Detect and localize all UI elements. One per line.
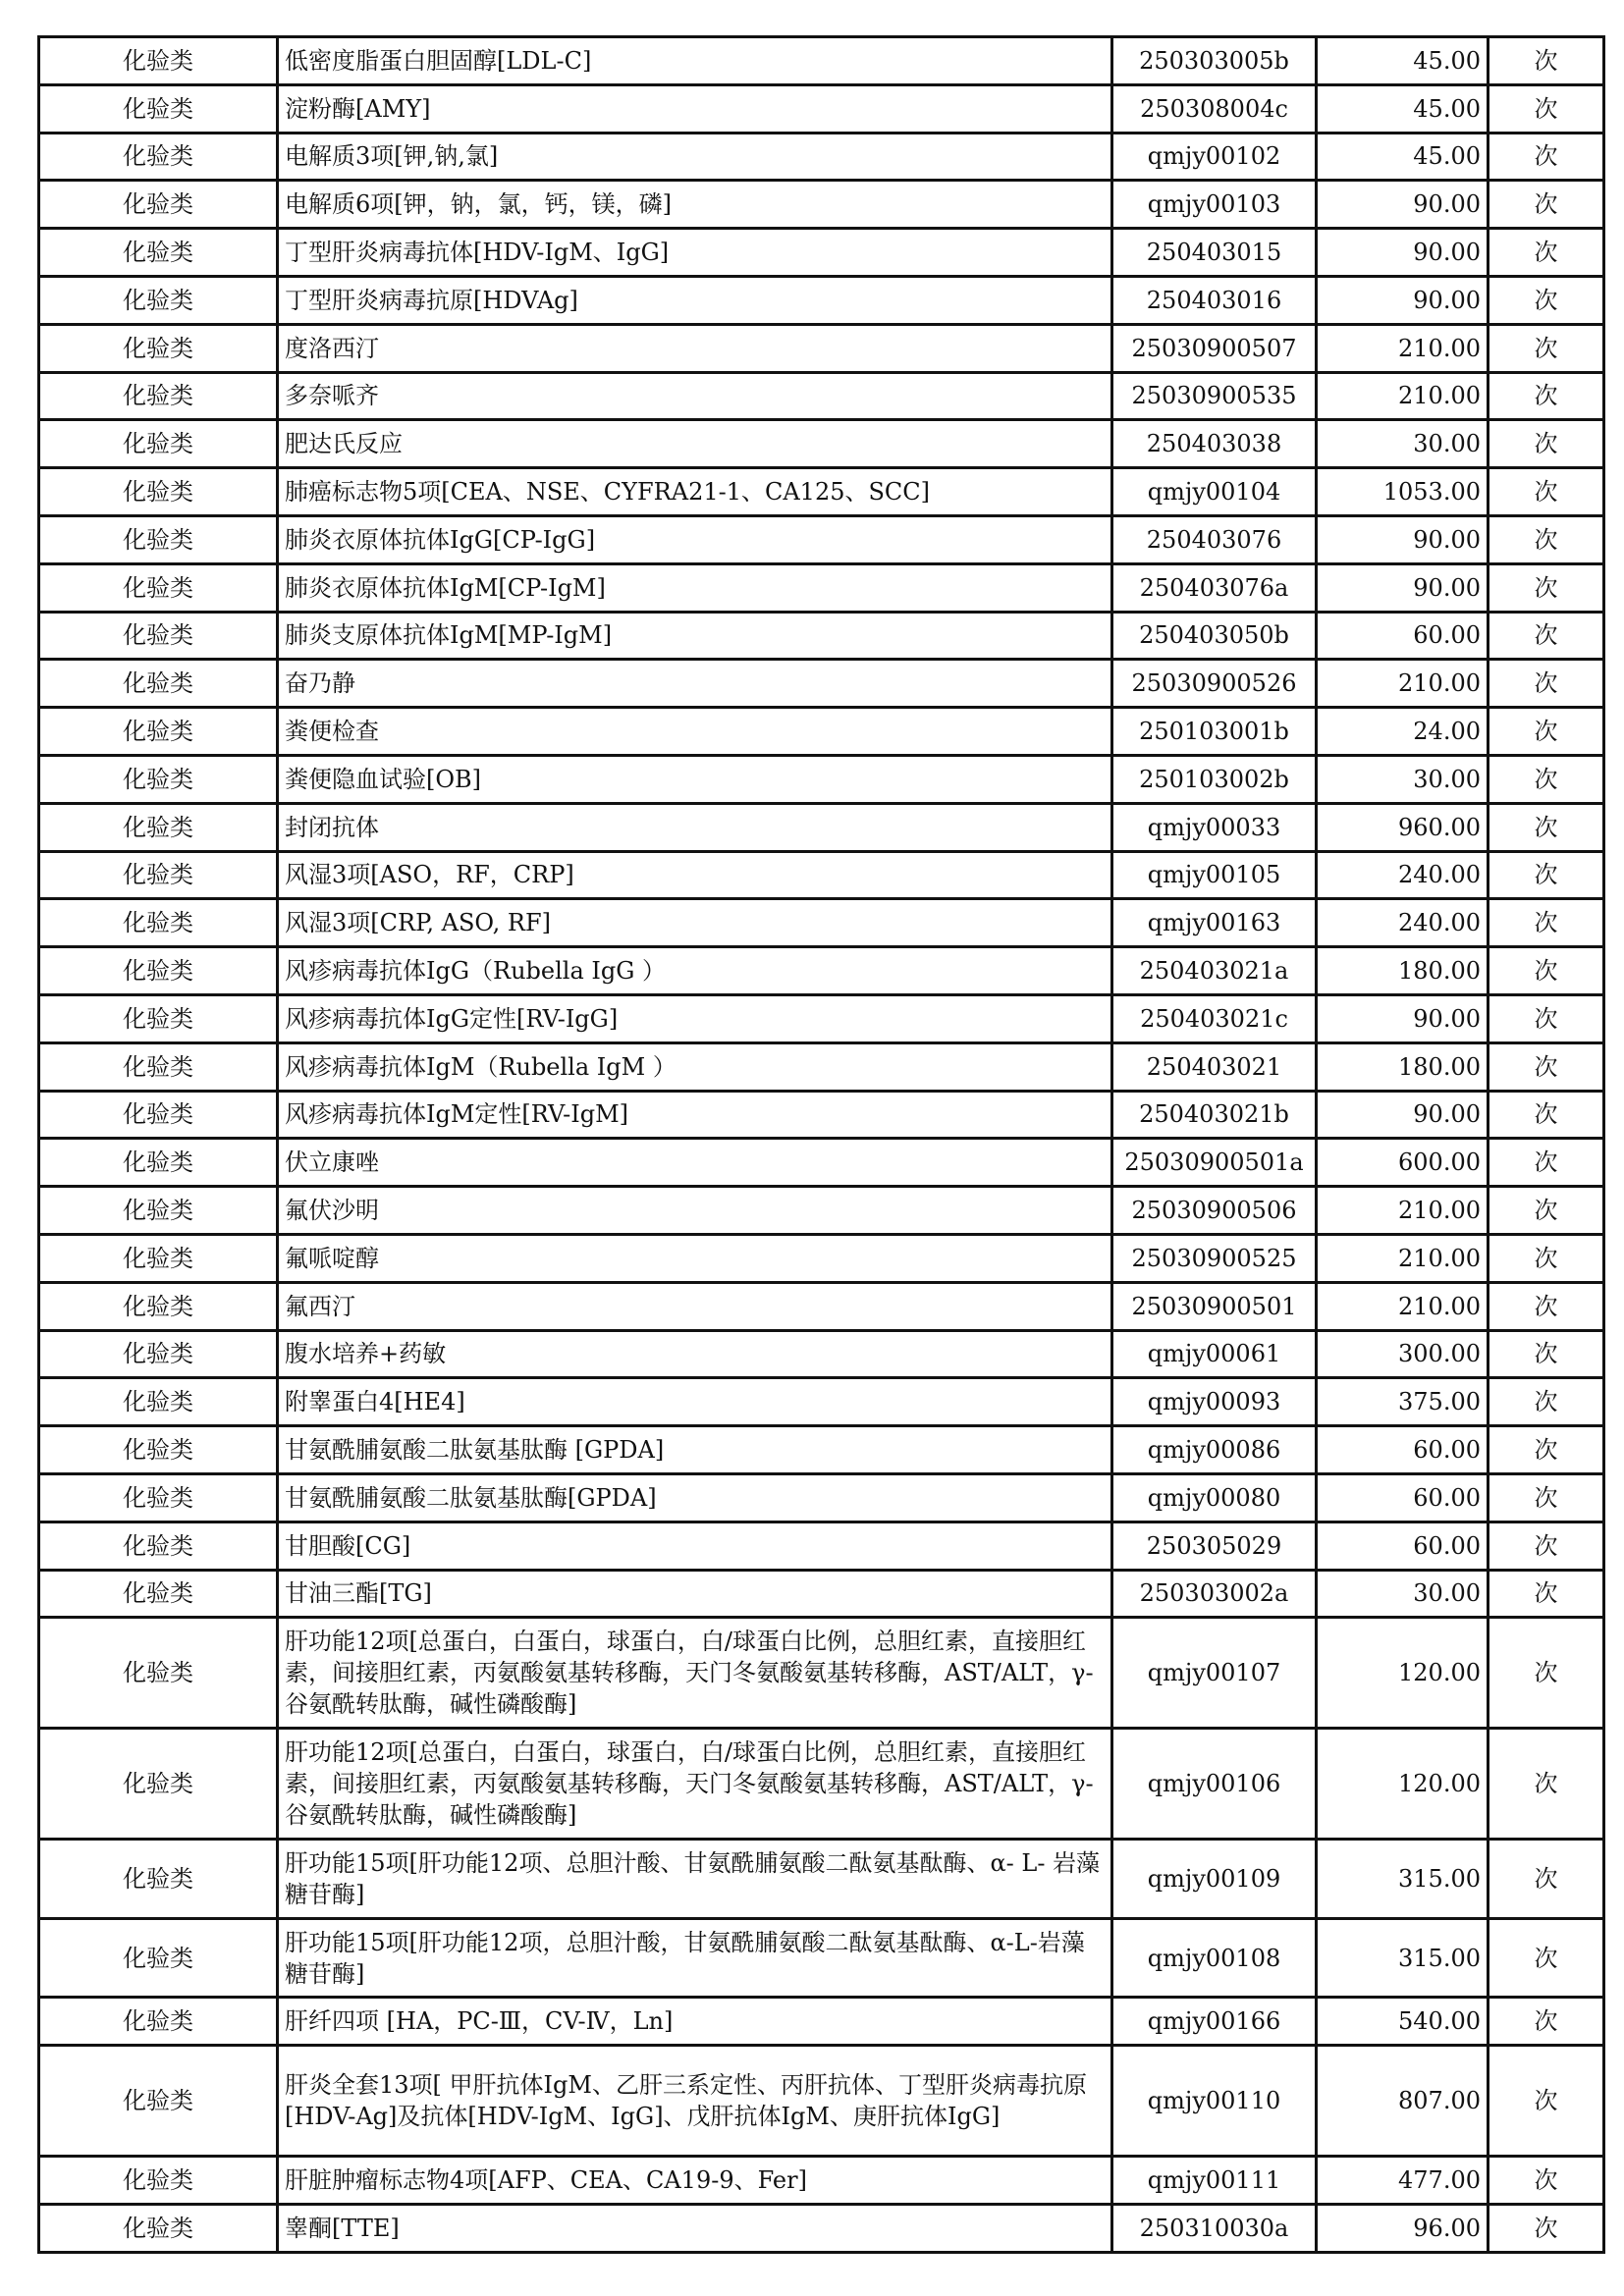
item-name-cell: 肺炎衣原体抗体IgM[CP-IgM] bbox=[278, 563, 1112, 612]
price-cell: 315.00 bbox=[1317, 1839, 1489, 1918]
table-row bbox=[39, 803, 1604, 851]
item-name-cell: 伏立康唑 bbox=[278, 1139, 1112, 1187]
category-cell: 化验类 bbox=[39, 2204, 278, 2252]
table-row bbox=[39, 1426, 1604, 1474]
item-name-cell: 封闭抗体 bbox=[278, 803, 1112, 851]
unit-cell: 次 bbox=[1489, 1426, 1604, 1474]
item-name-cell: 肝功能15项[肝功能12项、总胆汁酸、甘氨酰脯氨酸二酞氨基酞酶、α- L- 岩藻糖苷酶] bbox=[278, 1839, 1112, 1918]
category-cell: 化验类 bbox=[39, 133, 278, 181]
price-cell: 180.00 bbox=[1317, 947, 1489, 995]
item-code-cell: 25030900525 bbox=[1112, 1234, 1317, 1282]
table-row bbox=[39, 1330, 1604, 1378]
unit-cell: 次 bbox=[1489, 276, 1604, 324]
item-name-cell: 粪便检查 bbox=[278, 708, 1112, 756]
table-row bbox=[39, 372, 1604, 420]
price-cell: 240.00 bbox=[1317, 899, 1489, 947]
item-name-cell: 丁型肝炎病毒抗体[HDV-IgM、IgG] bbox=[278, 229, 1112, 277]
unit-cell: 次 bbox=[1489, 1330, 1604, 1378]
category-cell: 化验类 bbox=[39, 708, 278, 756]
item-name-cell: 肺癌标志物5项[CEA、NSE、CYFRA21-1、CA125、SCC] bbox=[278, 468, 1112, 516]
item-name-cell: 肝纤四项 [HA，PC-Ⅲ，CV-Ⅳ，Ln] bbox=[278, 1998, 1112, 2046]
item-name-cell: 氟伏沙明 bbox=[278, 1187, 1112, 1235]
category-cell: 化验类 bbox=[39, 899, 278, 947]
unit-cell: 次 bbox=[1489, 1729, 1604, 1840]
unit-cell: 次 bbox=[1489, 1187, 1604, 1235]
item-name-cell: 肝功能15项[肝功能12项，总胆汁酸，甘氨酰脯氨酸二酞氨基酞酶、α-L-岩藻糖苷酶] bbox=[278, 1918, 1112, 1998]
item-code-cell: qmjy00102 bbox=[1112, 133, 1317, 181]
item-code-cell: 250403038 bbox=[1112, 420, 1317, 468]
price-cell: 540.00 bbox=[1317, 1998, 1489, 2046]
item-name-cell: 风湿3项[ASO，RF，CRP] bbox=[278, 851, 1112, 899]
table-row bbox=[39, 612, 1604, 660]
table-row bbox=[39, 1091, 1604, 1139]
table-row bbox=[39, 324, 1604, 372]
price-cell: 45.00 bbox=[1317, 37, 1489, 85]
category-cell: 化验类 bbox=[39, 1618, 278, 1729]
unit-cell: 次 bbox=[1489, 133, 1604, 181]
item-code-cell: qmjy00103 bbox=[1112, 181, 1317, 229]
table-row bbox=[39, 1139, 1604, 1187]
price-cell: 96.00 bbox=[1317, 2204, 1489, 2252]
table-row bbox=[39, 994, 1604, 1042]
table-row bbox=[39, 2204, 1604, 2252]
table-row bbox=[39, 420, 1604, 468]
item-name-cell: 风疹病毒抗体IgG（Rubella IgG ） bbox=[278, 947, 1112, 995]
price-cell: 315.00 bbox=[1317, 1918, 1489, 1998]
unit-cell: 次 bbox=[1489, 1378, 1604, 1426]
category-cell: 化验类 bbox=[39, 84, 278, 133]
category-cell: 化验类 bbox=[39, 229, 278, 277]
category-cell: 化验类 bbox=[39, 420, 278, 468]
category-cell: 化验类 bbox=[39, 1918, 278, 1998]
item-name-cell: 丁型肝炎病毒抗原[HDVAg] bbox=[278, 276, 1112, 324]
item-code-cell: 250305029 bbox=[1112, 1522, 1317, 1570]
category-cell: 化验类 bbox=[39, 947, 278, 995]
item-name-cell: 风疹病毒抗体IgM定性[RV-IgM] bbox=[278, 1091, 1112, 1139]
price-cell: 60.00 bbox=[1317, 612, 1489, 660]
category-cell: 化验类 bbox=[39, 1091, 278, 1139]
category-cell: 化验类 bbox=[39, 1378, 278, 1426]
unit-cell: 次 bbox=[1489, 2046, 1604, 2157]
price-cell: 120.00 bbox=[1317, 1729, 1489, 1840]
category-cell: 化验类 bbox=[39, 2157, 278, 2205]
item-code-cell: qmjy00033 bbox=[1112, 803, 1317, 851]
unit-cell: 次 bbox=[1489, 994, 1604, 1042]
category-cell: 化验类 bbox=[39, 515, 278, 563]
price-cell: 210.00 bbox=[1317, 1282, 1489, 1330]
unit-cell: 次 bbox=[1489, 181, 1604, 229]
price-cell: 807.00 bbox=[1317, 2046, 1489, 2157]
item-name-cell: 淀粉酶[AMY] bbox=[278, 84, 1112, 133]
category-cell: 化验类 bbox=[39, 276, 278, 324]
table-row bbox=[39, 1998, 1604, 2046]
price-cell: 90.00 bbox=[1317, 1091, 1489, 1139]
item-code-cell: 250403076a bbox=[1112, 563, 1317, 612]
item-name-cell: 风疹病毒抗体IgM（Rubella IgM ） bbox=[278, 1042, 1112, 1091]
category-cell: 化验类 bbox=[39, 803, 278, 851]
item-name-cell: 甘氨酰脯氨酸二肽氨基肽酶 [GPDA] bbox=[278, 1426, 1112, 1474]
price-cell: 30.00 bbox=[1317, 420, 1489, 468]
price-cell: 90.00 bbox=[1317, 181, 1489, 229]
unit-cell: 次 bbox=[1489, 1570, 1604, 1618]
item-code-cell: 25030900507 bbox=[1112, 324, 1317, 372]
unit-cell: 次 bbox=[1489, 1139, 1604, 1187]
unit-cell: 次 bbox=[1489, 851, 1604, 899]
item-code-cell: qmjy00104 bbox=[1112, 468, 1317, 516]
table-row bbox=[39, 1729, 1604, 1840]
price-cell: 600.00 bbox=[1317, 1139, 1489, 1187]
price-cell: 210.00 bbox=[1317, 324, 1489, 372]
table-row bbox=[39, 84, 1604, 133]
item-code-cell: qmjy00061 bbox=[1112, 1330, 1317, 1378]
item-name-cell: 电解质6项[钾，钠，氯，钙，镁，磷] bbox=[278, 181, 1112, 229]
unit-cell: 次 bbox=[1489, 755, 1604, 803]
item-name-cell: 甘氨酰脯氨酸二肽氨基肽酶[GPDA] bbox=[278, 1473, 1112, 1522]
table-row bbox=[39, 851, 1604, 899]
price-cell: 375.00 bbox=[1317, 1378, 1489, 1426]
table-row bbox=[39, 1187, 1604, 1235]
item-code-cell: 250403076 bbox=[1112, 515, 1317, 563]
table-row bbox=[39, 181, 1604, 229]
item-name-cell: 睾酮[TTE] bbox=[278, 2204, 1112, 2252]
price-cell: 30.00 bbox=[1317, 1570, 1489, 1618]
unit-cell: 次 bbox=[1489, 229, 1604, 277]
category-cell: 化验类 bbox=[39, 1570, 278, 1618]
category-cell: 化验类 bbox=[39, 1522, 278, 1570]
item-code-cell: 250103002b bbox=[1112, 755, 1317, 803]
category-cell: 化验类 bbox=[39, 1187, 278, 1235]
item-code-cell: qmjy00166 bbox=[1112, 1998, 1317, 2046]
unit-cell: 次 bbox=[1489, 1473, 1604, 1522]
unit-cell: 次 bbox=[1489, 84, 1604, 133]
category-cell: 化验类 bbox=[39, 1998, 278, 2046]
table-row bbox=[39, 1042, 1604, 1091]
item-code-cell: 250403021b bbox=[1112, 1091, 1317, 1139]
table-row bbox=[39, 563, 1604, 612]
item-code-cell: 25030900506 bbox=[1112, 1187, 1317, 1235]
table-row bbox=[39, 1839, 1604, 1918]
unit-cell: 次 bbox=[1489, 1998, 1604, 2046]
item-code-cell: qmjy00163 bbox=[1112, 899, 1317, 947]
unit-cell: 次 bbox=[1489, 899, 1604, 947]
item-name-cell: 附睾蛋白4[HE4] bbox=[278, 1378, 1112, 1426]
unit-cell: 次 bbox=[1489, 947, 1604, 995]
unit-cell: 次 bbox=[1489, 2157, 1604, 2205]
price-cell: 1053.00 bbox=[1317, 468, 1489, 516]
item-code-cell: 25030900501a bbox=[1112, 1139, 1317, 1187]
item-name-cell: 肥达氏反应 bbox=[278, 420, 1112, 468]
price-cell: 210.00 bbox=[1317, 660, 1489, 708]
price-cell: 30.00 bbox=[1317, 755, 1489, 803]
table-row bbox=[39, 468, 1604, 516]
category-cell: 化验类 bbox=[39, 1042, 278, 1091]
item-code-cell: 250103001b bbox=[1112, 708, 1317, 756]
category-cell: 化验类 bbox=[39, 2046, 278, 2157]
item-name-cell: 甘油三酯[TG] bbox=[278, 1570, 1112, 1618]
item-name-cell: 腹水培养+药敏 bbox=[278, 1330, 1112, 1378]
table-row bbox=[39, 708, 1604, 756]
table-row bbox=[39, 1522, 1604, 1570]
table-row bbox=[39, 133, 1604, 181]
table-row bbox=[39, 1282, 1604, 1330]
table-row bbox=[39, 276, 1604, 324]
price-cell: 24.00 bbox=[1317, 708, 1489, 756]
table-row bbox=[39, 229, 1604, 277]
unit-cell: 次 bbox=[1489, 372, 1604, 420]
price-cell: 90.00 bbox=[1317, 515, 1489, 563]
unit-cell: 次 bbox=[1489, 1091, 1604, 1139]
category-cell: 化验类 bbox=[39, 372, 278, 420]
category-cell: 化验类 bbox=[39, 37, 278, 85]
unit-cell: 次 bbox=[1489, 37, 1604, 85]
price-cell: 960.00 bbox=[1317, 803, 1489, 851]
price-cell: 45.00 bbox=[1317, 133, 1489, 181]
item-code-cell: qmjy00108 bbox=[1112, 1918, 1317, 1998]
unit-cell: 次 bbox=[1489, 708, 1604, 756]
unit-cell: 次 bbox=[1489, 563, 1604, 612]
item-code-cell: qmjy00107 bbox=[1112, 1618, 1317, 1729]
item-code-cell: 250310030a bbox=[1112, 2204, 1317, 2252]
item-name-cell: 奋乃静 bbox=[278, 660, 1112, 708]
price-cell: 240.00 bbox=[1317, 851, 1489, 899]
item-name-cell: 肺炎支原体抗体IgM[MP-IgM] bbox=[278, 612, 1112, 660]
category-cell: 化验类 bbox=[39, 1473, 278, 1522]
category-cell: 化验类 bbox=[39, 563, 278, 612]
unit-cell: 次 bbox=[1489, 1839, 1604, 1918]
item-name-cell: 低密度脂蛋白胆固醇[LDL-C] bbox=[278, 37, 1112, 85]
unit-cell: 次 bbox=[1489, 420, 1604, 468]
price-cell: 180.00 bbox=[1317, 1042, 1489, 1091]
item-name-cell: 甘胆酸[CG] bbox=[278, 1522, 1112, 1570]
item-code-cell: 250403021 bbox=[1112, 1042, 1317, 1091]
item-code-cell: 25030900535 bbox=[1112, 372, 1317, 420]
price-cell: 210.00 bbox=[1317, 1187, 1489, 1235]
unit-cell: 次 bbox=[1489, 1042, 1604, 1091]
unit-cell: 次 bbox=[1489, 660, 1604, 708]
item-name-cell: 风湿3项[CRP, ASO, RF] bbox=[278, 899, 1112, 947]
item-code-cell: qmjy00109 bbox=[1112, 1839, 1317, 1918]
category-cell: 化验类 bbox=[39, 1234, 278, 1282]
table-row bbox=[39, 37, 1604, 85]
unit-cell: 次 bbox=[1489, 2204, 1604, 2252]
price-cell: 90.00 bbox=[1317, 563, 1489, 612]
item-code-cell: qmjy00080 bbox=[1112, 1473, 1317, 1522]
item-code-cell: 250403016 bbox=[1112, 276, 1317, 324]
item-code-cell: qmjy00105 bbox=[1112, 851, 1317, 899]
item-code-cell: 25030900526 bbox=[1112, 660, 1317, 708]
item-name-cell: 氟哌啶醇 bbox=[278, 1234, 1112, 1282]
item-name-cell: 风疹病毒抗体IgG定性[RV-IgG] bbox=[278, 994, 1112, 1042]
unit-cell: 次 bbox=[1489, 515, 1604, 563]
item-name-cell: 多奈哌齐 bbox=[278, 372, 1112, 420]
item-code-cell: 250403015 bbox=[1112, 229, 1317, 277]
category-cell: 化验类 bbox=[39, 1282, 278, 1330]
item-name-cell: 度洛西汀 bbox=[278, 324, 1112, 372]
item-code-cell: 250403050b bbox=[1112, 612, 1317, 660]
item-code-cell: 250403021c bbox=[1112, 994, 1317, 1042]
category-cell: 化验类 bbox=[39, 324, 278, 372]
item-code-cell: 250303005b bbox=[1112, 37, 1317, 85]
item-name-cell: 肝功能12项[总蛋白，白蛋白，球蛋白，白/球蛋白比例，总胆红素，直接胆红素，间接胆红素，丙氨酸氨基转移酶，天门冬氨酸氨基转移酶，AST/ALT，γ- 谷氨酰转肽酶，碱性磷酸酶] bbox=[278, 1729, 1112, 1840]
price-cell: 210.00 bbox=[1317, 372, 1489, 420]
item-code-cell: qmjy00111 bbox=[1112, 2157, 1317, 2205]
item-code-cell: 250308004c bbox=[1112, 84, 1317, 133]
table-row bbox=[39, 947, 1604, 995]
category-cell: 化验类 bbox=[39, 994, 278, 1042]
unit-cell: 次 bbox=[1489, 324, 1604, 372]
category-cell: 化验类 bbox=[39, 468, 278, 516]
price-cell: 45.00 bbox=[1317, 84, 1489, 133]
table-row bbox=[39, 1618, 1604, 1729]
category-cell: 化验类 bbox=[39, 1729, 278, 1840]
item-name-cell: 肝脏肿瘤标志物4项[AFP、CEA、CA19-9、Fer] bbox=[278, 2157, 1112, 2205]
unit-cell: 次 bbox=[1489, 1918, 1604, 1998]
table-row bbox=[39, 2157, 1604, 2205]
unit-cell: 次 bbox=[1489, 1522, 1604, 1570]
unit-cell: 次 bbox=[1489, 468, 1604, 516]
item-name-cell: 氟西汀 bbox=[278, 1282, 1112, 1330]
item-code-cell: 25030900501 bbox=[1112, 1282, 1317, 1330]
unit-cell: 次 bbox=[1489, 612, 1604, 660]
price-cell: 90.00 bbox=[1317, 994, 1489, 1042]
price-cell: 210.00 bbox=[1317, 1234, 1489, 1282]
item-name-cell: 电解质3项[钾,钠,氯] bbox=[278, 133, 1112, 181]
item-code-cell: qmjy00093 bbox=[1112, 1378, 1317, 1426]
unit-cell: 次 bbox=[1489, 1618, 1604, 1729]
table-row bbox=[39, 1473, 1604, 1522]
table-row bbox=[39, 515, 1604, 563]
category-cell: 化验类 bbox=[39, 612, 278, 660]
item-code-cell: 250303002a bbox=[1112, 1570, 1317, 1618]
category-cell: 化验类 bbox=[39, 1139, 278, 1187]
price-cell: 90.00 bbox=[1317, 229, 1489, 277]
item-name-cell: 肝功能12项[总蛋白，白蛋白，球蛋白，白/球蛋白比例，总胆红素，直接胆红素，间接胆红素，丙氨酸氨基转移酶，天门冬氨酸氨基转移酶，AST/ALT，γ- 谷氨酰转肽酶，碱性磷酸酶] bbox=[278, 1618, 1112, 1729]
price-cell: 60.00 bbox=[1317, 1473, 1489, 1522]
price-cell: 477.00 bbox=[1317, 2157, 1489, 2205]
price-cell: 60.00 bbox=[1317, 1522, 1489, 1570]
category-cell: 化验类 bbox=[39, 755, 278, 803]
category-cell: 化验类 bbox=[39, 1426, 278, 1474]
table-row bbox=[39, 899, 1604, 947]
table-body bbox=[39, 37, 1604, 2253]
price-table bbox=[37, 35, 1605, 2254]
item-name-cell: 肝炎全套13项[ 甲肝抗体IgM、乙肝三系定性、丙肝抗体、丁型肝炎病毒抗原[HDV-Ag]及抗体[HDV-IgM、IgG]、戊肝抗体IgM、庚肝抗体IgG] bbox=[278, 2046, 1112, 2157]
unit-cell: 次 bbox=[1489, 1282, 1604, 1330]
item-code-cell: qmjy00106 bbox=[1112, 1729, 1317, 1840]
unit-cell: 次 bbox=[1489, 803, 1604, 851]
table-row bbox=[39, 1378, 1604, 1426]
category-cell: 化验类 bbox=[39, 181, 278, 229]
price-cell: 90.00 bbox=[1317, 276, 1489, 324]
table-row bbox=[39, 660, 1604, 708]
category-cell: 化验类 bbox=[39, 660, 278, 708]
price-cell: 120.00 bbox=[1317, 1618, 1489, 1729]
unit-cell: 次 bbox=[1489, 1234, 1604, 1282]
table-row bbox=[39, 2046, 1604, 2157]
item-code-cell: qmjy00110 bbox=[1112, 2046, 1317, 2157]
category-cell: 化验类 bbox=[39, 851, 278, 899]
item-code-cell: 250403021a bbox=[1112, 947, 1317, 995]
table-row bbox=[39, 1234, 1604, 1282]
category-cell: 化验类 bbox=[39, 1839, 278, 1918]
price-cell: 300.00 bbox=[1317, 1330, 1489, 1378]
item-name-cell: 肺炎衣原体抗体IgG[CP-IgG] bbox=[278, 515, 1112, 563]
table-row bbox=[39, 1918, 1604, 1998]
table-row bbox=[39, 1570, 1604, 1618]
item-code-cell: qmjy00086 bbox=[1112, 1426, 1317, 1474]
category-cell: 化验类 bbox=[39, 1330, 278, 1378]
price-cell: 60.00 bbox=[1317, 1426, 1489, 1474]
item-name-cell: 粪便隐血试验[OB] bbox=[278, 755, 1112, 803]
table-row bbox=[39, 755, 1604, 803]
